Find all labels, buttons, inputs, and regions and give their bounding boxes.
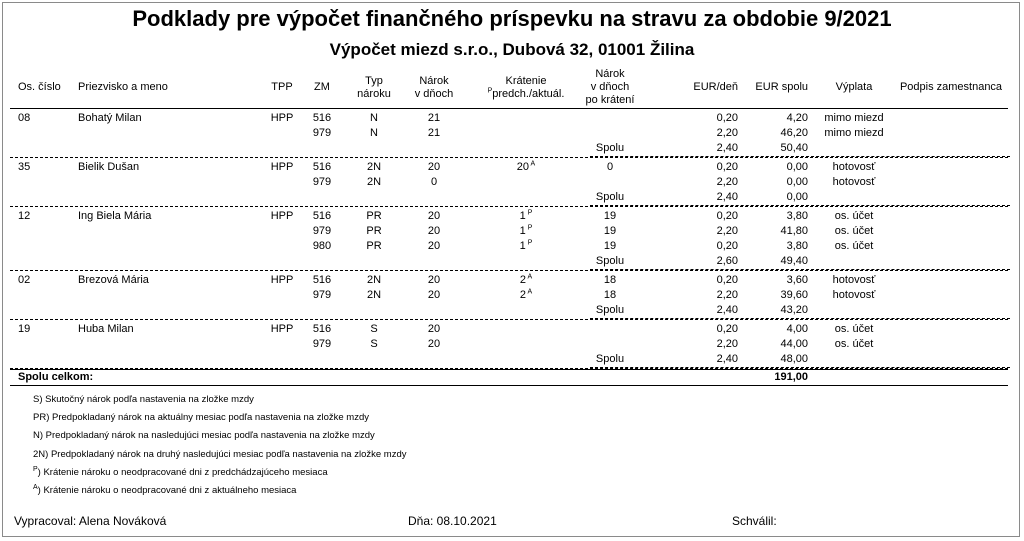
approved-by: Schválil:	[732, 514, 777, 528]
header-divider	[10, 108, 1008, 109]
header-zm: ZM	[314, 81, 330, 93]
legend-item	[33, 466, 328, 479]
legend-text: ) Krátenie nároku o neodpracované dni z predchádzajúceho mesiaca	[37, 466, 328, 478]
payment-method: os. účet	[834, 210, 874, 222]
claim-days: 20	[427, 274, 441, 286]
eur-per-day: 0,20	[716, 240, 738, 252]
total-divider	[10, 369, 1008, 370]
claim-days: 0	[430, 176, 438, 188]
header-reduction	[478, 75, 574, 101]
header-signature: Podpis zamestnanca	[899, 81, 1003, 93]
header-claim-days	[405, 75, 463, 101]
legend-text: PR) Predpokladaný nárok na aktuálny mesiac podľa nastavenia na zložke mzdy	[33, 412, 369, 424]
employee-number: 08	[18, 112, 31, 124]
wage-component: 979	[312, 225, 332, 237]
reduction	[478, 240, 574, 253]
report-subtitle: Výpočet miezd s.r.o., Dubová 32, 01001 Žilina	[329, 40, 695, 59]
header-eur-per-day: EUR/deň	[693, 81, 738, 93]
claim-type: 2N	[366, 289, 382, 301]
legend-item	[33, 448, 406, 461]
claim-days: 21	[427, 112, 441, 124]
prepared-by: Vypracoval: Alena Nováková	[14, 514, 167, 528]
wage-component: 979	[312, 289, 332, 301]
legend-text: N) Predpokladaný nárok na nasledujúci mesiac podľa nastavenia na zložke mzdy	[33, 430, 375, 442]
eur-total: 4,20	[786, 112, 808, 124]
employee-divider	[10, 157, 1008, 158]
claim-days: 20	[427, 161, 441, 173]
employee-tpp: HPP	[270, 274, 294, 286]
eur-total: 0,00	[786, 176, 808, 188]
reduction-days: 20	[516, 161, 529, 173]
claim-days: 20	[427, 210, 441, 222]
header-days-after-reduction-line: Nárok	[595, 68, 625, 80]
header-days-after-reduction-line: v dňoch	[590, 81, 630, 93]
claim-type: 2N	[366, 176, 382, 188]
eur-per-day: 2,20	[716, 176, 738, 188]
eur-total: 46,20	[780, 127, 808, 139]
subtotal-label: Spolu	[595, 142, 625, 154]
reduction	[478, 274, 574, 287]
legend-mark: A	[33, 483, 38, 491]
subtotal-eur-per-day: 2,40	[716, 191, 738, 203]
reduction-days: 1	[519, 210, 526, 222]
eur-per-day: 0,20	[716, 161, 738, 173]
employee-name: Huba Milan	[78, 323, 134, 335]
days-after-reduction: 0	[606, 161, 614, 173]
claim-days: 20	[427, 225, 441, 237]
claim-days: 21	[427, 127, 441, 139]
wage-component: 516	[312, 274, 332, 286]
employee-name: Brezová Mária	[78, 274, 149, 286]
reduction	[478, 225, 574, 238]
days-after-reduction: 18	[603, 289, 617, 301]
eur-total: 44,00	[780, 338, 808, 350]
wage-component: 979	[312, 176, 332, 188]
employee-number: 35	[18, 161, 31, 173]
subtotal-eur: 43,20	[780, 304, 808, 316]
header-claim-type-line: nároku	[357, 88, 391, 100]
subtotal-label: Spolu	[595, 353, 625, 365]
header-eur-total: EUR spolu	[755, 81, 808, 93]
payment-method: hotovosť	[832, 161, 876, 173]
employee-tpp: HPP	[270, 210, 294, 222]
employee-divider	[10, 206, 1008, 207]
reduction-mark: P	[525, 239, 533, 247]
eur-per-day: 2,20	[716, 127, 738, 139]
claim-type: 2N	[366, 161, 382, 173]
subtotal-eur: 0,00	[786, 191, 808, 203]
eur-total: 0,00	[786, 161, 808, 173]
total-bottom-line	[10, 385, 1008, 386]
reduction-mark: P	[525, 209, 533, 217]
reduction-days: 1	[519, 225, 526, 237]
report-title: Podklady pre výpočet finančného príspevku na stravu za obdobie 9/2021	[132, 6, 892, 31]
eur-total: 39,60	[780, 289, 808, 301]
subtotal-eur: 49,40	[780, 255, 808, 267]
date: Dňa: 08.10.2021	[408, 514, 497, 528]
employee-divider	[10, 270, 1008, 271]
eur-total: 3,60	[786, 274, 808, 286]
header-days-after-reduction	[578, 68, 642, 107]
employee-name: Bielik Dušan	[78, 161, 140, 173]
header-claim-type-line: Typ	[365, 75, 383, 87]
header-payment: Výplata	[835, 81, 873, 93]
days-after-reduction: 19	[603, 210, 617, 222]
payment-method: os. účet	[834, 338, 874, 350]
legend-mark: P	[33, 465, 38, 473]
subtotal-label: Spolu	[595, 304, 625, 316]
header-claim-days-line: Nárok	[419, 75, 449, 87]
legend-text: S) Skutočný nárok podľa nastavenia na zložke mzdy	[33, 394, 254, 405]
header-os-cislo: Os. číslo	[18, 81, 61, 93]
reduction-days: 2	[519, 274, 526, 286]
days-after-reduction: 19	[603, 225, 617, 237]
employee-name: Ing Biela Mária	[78, 210, 152, 222]
header-reduction-line	[478, 88, 574, 101]
legend-item	[33, 429, 375, 442]
header-tpp: TPP	[271, 81, 293, 93]
wage-component: 516	[312, 161, 332, 173]
claim-type: N	[370, 112, 378, 124]
eur-total: 41,80	[780, 225, 808, 237]
wage-component: 980	[312, 240, 332, 252]
legend-text: ) Krátenie nároku o neodpracované dni z aktuálneho mesiaca	[37, 485, 297, 496]
employee-divider	[10, 319, 1008, 320]
employee-number: 02	[18, 274, 31, 286]
payment-method: os. účet	[834, 323, 874, 335]
claim-type: PR	[366, 240, 382, 252]
header-claim-type	[350, 75, 398, 101]
payment-method: mimo miezd	[824, 127, 884, 139]
reduction-days: 1	[519, 240, 526, 252]
employee-tpp: HPP	[270, 323, 294, 335]
reduction	[478, 161, 574, 174]
wage-component: 979	[312, 127, 332, 139]
subtotal-eur: 50,40	[780, 142, 808, 154]
eur-per-day: 0,20	[716, 274, 738, 286]
employee-tpp: HPP	[270, 161, 294, 173]
eur-per-day: 0,20	[716, 210, 738, 222]
payment-method: mimo miezd	[824, 112, 884, 124]
claim-type: PR	[366, 210, 382, 222]
claim-type: S	[370, 338, 378, 350]
header-reduction-line: Krátenie	[505, 75, 547, 87]
eur-per-day: 0,20	[716, 112, 738, 124]
wage-component: 516	[312, 210, 332, 222]
header-days-after-reduction-line: po krátení	[585, 94, 635, 106]
claim-type: PR	[366, 225, 382, 237]
claim-days: 20	[427, 240, 441, 252]
subtotal-eur-per-day: 2,40	[716, 353, 738, 365]
days-after-reduction: 19	[603, 240, 617, 252]
payment-method: hotovosť	[832, 176, 876, 188]
wage-component: 516	[312, 112, 332, 124]
payment-method: os. účet	[834, 225, 874, 237]
subtotal-label: Spolu	[595, 255, 625, 267]
eur-per-day: 2,20	[716, 289, 738, 301]
legend-item	[33, 484, 296, 497]
wage-component: 516	[312, 323, 332, 335]
header-reduction-text: predch./aktuál.	[492, 88, 565, 100]
subtotal-label: Spolu	[595, 191, 625, 203]
payment-method: hotovosť	[832, 274, 876, 286]
employee-name: Bohatý Milan	[78, 112, 142, 124]
claim-type: S	[370, 323, 378, 335]
subtotal-eur-per-day: 2,60	[716, 255, 738, 267]
wage-component: 979	[312, 338, 332, 350]
claim-type: N	[370, 127, 378, 139]
legend-item	[33, 411, 369, 424]
employee-number: 12	[18, 210, 31, 222]
legend-item	[33, 393, 254, 406]
claim-days: 20	[427, 289, 441, 301]
claim-days: 20	[427, 338, 441, 350]
header-name: Priezvisko a meno	[78, 81, 168, 93]
reduction	[478, 289, 574, 302]
subtotal-eur-per-day: 2,40	[716, 304, 738, 316]
employee-tpp: HPP	[270, 112, 294, 124]
payment-method: os. účet	[834, 240, 874, 252]
header-claim-days-line: v dňoch	[414, 88, 454, 100]
eur-total: 3,80	[786, 240, 808, 252]
claim-type: 2N	[366, 274, 382, 286]
days-after-reduction: 18	[603, 274, 617, 286]
eur-total: 3,80	[786, 210, 808, 222]
reduction	[478, 210, 574, 223]
reduction-mark: P	[525, 224, 533, 232]
legend-text: 2N) Predpokladaný nárok na druhý nasledujúci mesiac podľa nastavenia na zložke mzdy	[33, 448, 407, 460]
eur-per-day: 2,20	[716, 338, 738, 350]
claim-days: 20	[427, 323, 441, 335]
reduction-mark: A	[529, 160, 536, 168]
eur-per-day: 0,20	[716, 323, 738, 335]
reduction-mark: A	[525, 273, 533, 281]
employee-number: 19	[18, 323, 31, 335]
eur-per-day: 2,20	[716, 225, 738, 237]
eur-total: 4,00	[786, 323, 808, 335]
reduction-mark: P	[487, 87, 493, 95]
payment-method: hotovosť	[832, 289, 876, 301]
reduction-days: 2	[519, 289, 526, 301]
subtotal-eur: 48,00	[780, 353, 808, 365]
subtotal-eur-per-day: 2,40	[716, 142, 738, 154]
reduction-mark: A	[525, 288, 533, 296]
grand-total-value: 191,00	[774, 371, 808, 383]
grand-total-label: Spolu celkom:	[18, 371, 94, 383]
